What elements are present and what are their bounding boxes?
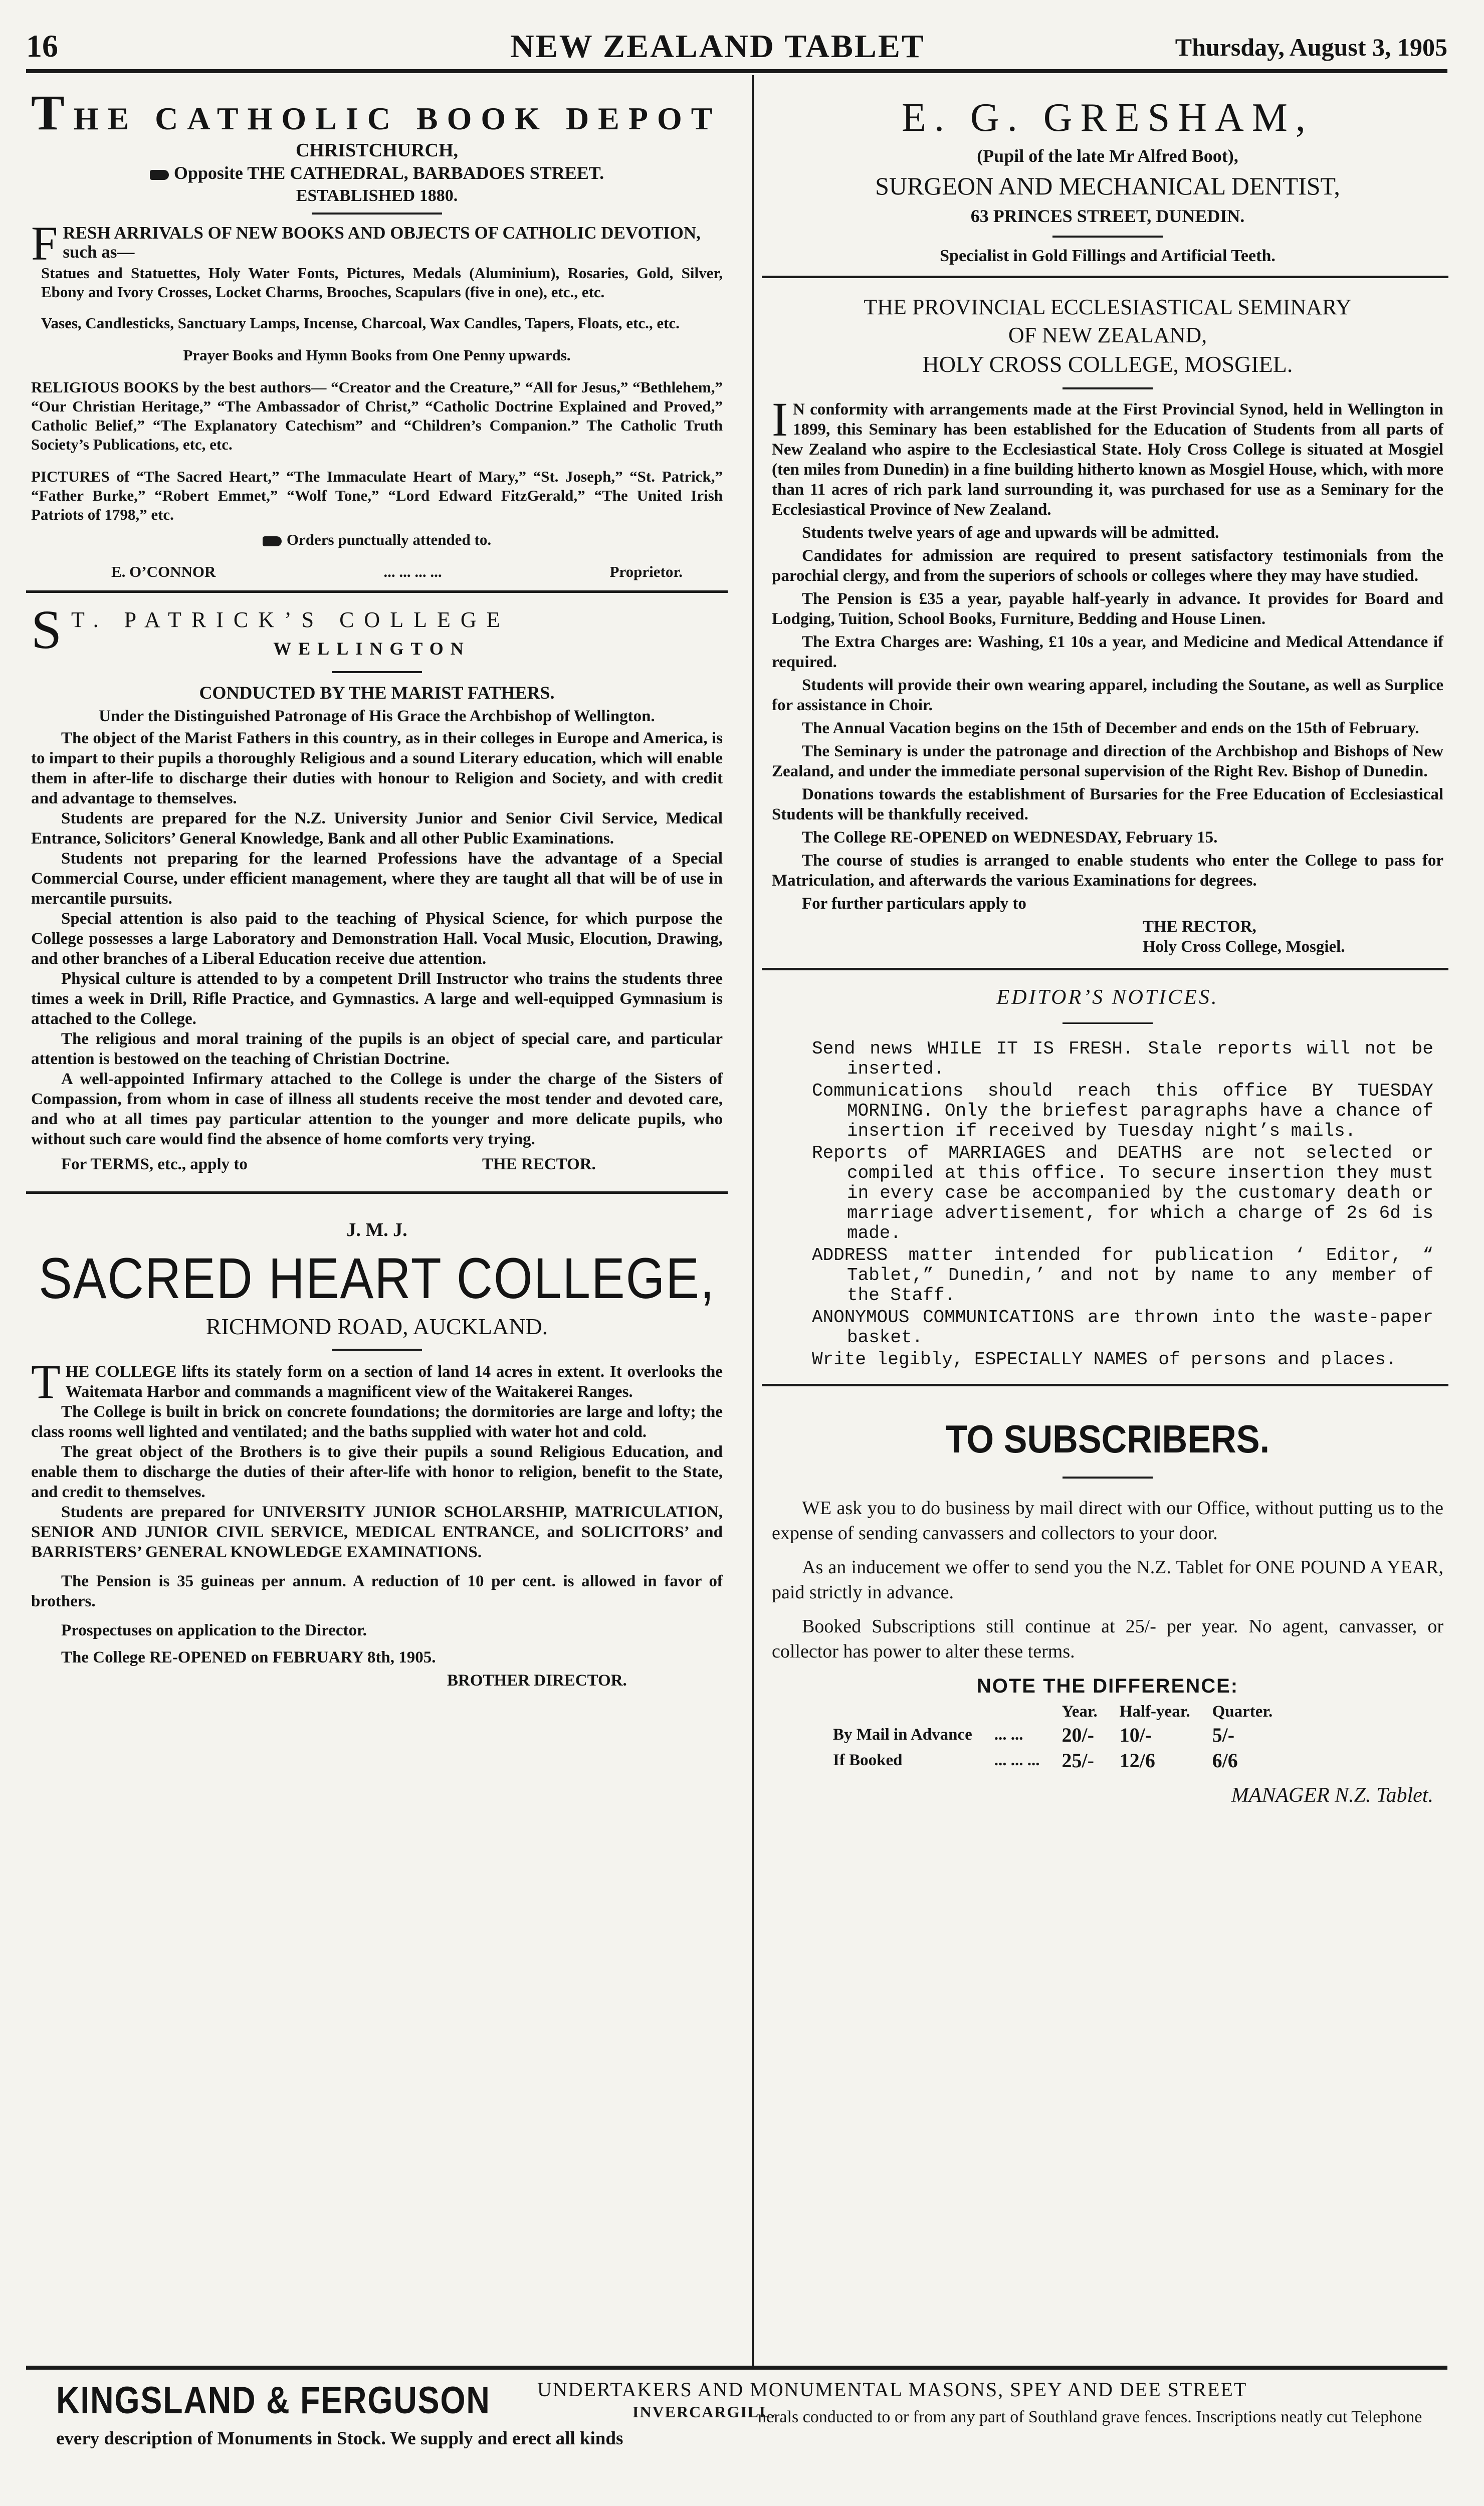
paragraph: A well-appointed Infirmary attached to the College is under the charge of the Sisters of Compassion, from whom in case of illness all students receive the most tender and devoted care, and who at all times pay particular attention to the younger and more delicate pupils, who without such care would find the absence of home comforts very trying. bbox=[31, 1070, 723, 1148]
divider bbox=[1063, 1477, 1153, 1479]
table-header: Year. bbox=[1062, 1703, 1098, 1721]
section-rule bbox=[762, 1384, 1448, 1386]
book-depot-address: Opposite THE CATHEDRAL, BARBADOES STREET. bbox=[31, 162, 723, 183]
notice-item: Communications should reach this office BY TUESDAY MORNING. Only the briefest paragraphs have a chance of insertion if received by Tuesday night’s mails. bbox=[812, 1081, 1433, 1141]
notice-item: Write legibly, ESPECIALLY NAMES of persons and places. bbox=[812, 1349, 1397, 1370]
book-depot-title: THE CATHOLIC BOOK DEPOT bbox=[31, 85, 722, 140]
row-dots: ... ... bbox=[994, 1726, 1023, 1744]
paragraph: The College RE-OPENED on WEDNESDAY, February 15. bbox=[802, 828, 1218, 847]
manager-signature: MANAGER N.Z. Tablet. bbox=[1231, 1784, 1433, 1807]
seminary-title-2: OF NEW ZEALAND, bbox=[1008, 323, 1207, 347]
notice-item: Send news WHILE IT IS FRESH. Stale reports will not be inserted. bbox=[812, 1038, 1433, 1079]
divider bbox=[1052, 236, 1163, 238]
seminary-sign-2: Holy Cross College, Mosgiel. bbox=[1143, 938, 1345, 956]
divider bbox=[1063, 387, 1153, 389]
signature: BROTHER DIRECTOR. bbox=[447, 1672, 627, 1690]
paragraph: Students are prepared for UNIVERSITY JUNIOR SCHOLARSHIP, MATRICULATION, SENIOR AND JUNIOR CIVIL SERVICE, MEDICAL ENTRANCE, and SOLICITORS’ and BARRISTERS’ GENERAL KNOWLEDGE EXAMINATIONS. bbox=[31, 1503, 723, 1561]
row-dots: ... ... ... bbox=[994, 1751, 1040, 1769]
price-half: 10/- bbox=[1119, 1724, 1152, 1746]
masthead-title: NEW ZEALAND TABLET bbox=[510, 28, 925, 65]
paragraph: The College is built in brick on concrete foundations; the dormitories are large and lofty; the class rooms well lighted and ventilated; and the baths supplied with water hot and cold. bbox=[31, 1403, 723, 1441]
section-rule bbox=[762, 276, 1448, 278]
jmj: J. M. J. bbox=[346, 1219, 407, 1240]
patronage: Under the Distinguished Patronage of His Grace the Archbishop of Wellington. bbox=[99, 707, 655, 725]
subscribers-paragraph: As an inducement we offer to send you the N.Z. Tablet for ONE POUND A YEAR, paid strictly in advance. bbox=[772, 1557, 1443, 1603]
price-year: 25/- bbox=[1062, 1749, 1094, 1772]
row-label: If Booked bbox=[833, 1751, 903, 1769]
paragraph: Candidates for admission are required to present satisfactory testimonials from the parochial clergy, and from the superiors of schools or colleges where they may have studied. bbox=[772, 547, 1443, 585]
gresham-specialist: Specialist in Gold Fillings and Artificial Teeth. bbox=[940, 247, 1276, 265]
note-title: NOTE THE DIFFERENCE: bbox=[976, 1675, 1239, 1697]
price-half: 12/6 bbox=[1119, 1749, 1155, 1772]
sacred-heart-ad bbox=[31, 1219, 723, 1691]
editors-notices bbox=[772, 985, 1443, 1370]
st-patricks-body bbox=[31, 728, 723, 1149]
book-depot-ad bbox=[31, 85, 723, 581]
divider bbox=[312, 213, 442, 215]
seminary-sign-1: THE RECTOR, bbox=[1143, 918, 1256, 936]
paragraph: The religious and moral training of the pupils is an object of special care, and particular attention is bestowed on the teaching of Christian Doctrine. bbox=[31, 1030, 723, 1068]
paragraph: The Extra Charges are: Washing, £1 10s a year, and Medicine and Medical Attendance if required. bbox=[772, 633, 1443, 671]
paragraph: Physical culture is attended to by a competent Drill Instructor who trains the students three times a week in Drill, Rifle Practice, and Gymnastics. A large and well-equipped Gymnasium is attached to the College. bbox=[31, 970, 723, 1028]
orders-note: Orders punctually attended to. bbox=[31, 530, 723, 549]
religious-books: RELIGIOUS BOOKS by the best authors— “Creator and the Creature,” “All for Jesus,” “Bethlehem,” “Our Christian Heritage,” “The Ambassador of Christ,” “Catholic Doctrine Explained and Proved,” Catholic Belief,” “The Explanatory Catechism” and “Children’s Companion.” The Catholic Truth Society’s Publications, etc, etc. bbox=[31, 378, 723, 453]
pointing-hand-icon bbox=[150, 170, 169, 180]
gresham-name: E. G. GRESHAM, bbox=[902, 96, 1314, 140]
section-rule bbox=[762, 968, 1448, 970]
difference-table bbox=[822, 1702, 1284, 1773]
paragraph: The Pension is 35 guineas per annum. A reduction of 10 per cent. is allowed in favor of brothers. bbox=[31, 1572, 723, 1610]
book-depot-established: ESTABLISHED 1880. bbox=[296, 186, 458, 205]
table-row bbox=[822, 1722, 1284, 1748]
right-column bbox=[772, 95, 1443, 1807]
section-rule bbox=[26, 1191, 728, 1194]
footer-line-2-right: nerals conducted to or from any part of Southland grave fences. Inscriptions neatly cut Telephone bbox=[758, 2408, 1422, 2426]
proprietor-line: E. O’CONNOR ... ... ... ... Proprietor. bbox=[111, 563, 683, 580]
price-quarter: 6/6 bbox=[1212, 1749, 1238, 1772]
pictures: PICTURES of “The Sacred Heart,” “The Immaculate Heart of Mary,” “St. Joseph,” “St. Patrick,” “Father Burke,” “Robert Emmet,” “Wolf Tone,” “Lord Edward FitzGerald,” “The United Irish Patriots of 1798,” etc. bbox=[31, 468, 723, 523]
paragraph: I N conformity with arrangements made at the First Provincial Synod, held in Wellington in 1899, this Seminary has been established for the Education of Students from all parts of New Zealand who aspire to the Ecclesiastical State. Holy Cross College is situated at Mosgiel (ten miles from Dunedin) in a fine building hitherto known as Mosgiel House, which, with more than 11 acres of rich park land surrounding it, was purchased for use as a Seminary for the Ecclesiastical Province of New Zealand. bbox=[772, 392, 1443, 519]
paragraph: Special attention is also paid to the teaching of Physical Science, for which purpose the College possesses a large Laboratory and Demonstration Hall. Vocal Music, Elocution, Drawing, and other branches of a Liberal Education receive due attention. bbox=[31, 910, 723, 968]
items-vases: Vases, Candlesticks, Sanctuary Lamps, Incense, Charcoal, Wax Candles, Tapers, Floats, etc., etc. bbox=[41, 314, 680, 332]
paragraph: Students will provide their own wearing apparel, including the Soutane, as well as Surplice for assistance in Choir. bbox=[772, 676, 1443, 714]
sacred-heart-title: SACRED HEART COLLEGE, bbox=[39, 1246, 715, 1311]
divider bbox=[332, 1349, 422, 1351]
paragraph: For further particulars apply to bbox=[802, 895, 1026, 913]
st-patricks-title: S T. PATRICK’S COLLEGE WELLINGTON bbox=[31, 599, 510, 660]
paragraph: The great object of the Brothers is to give their pupils a sound Religious Education, and enable them to discharge the duties of their after-life with honor to religion, benefit to the State, and credit to themselves. bbox=[31, 1443, 723, 1501]
row-label: By Mail in Advance bbox=[833, 1726, 972, 1744]
left-column bbox=[31, 85, 723, 1691]
price-quarter: 5/- bbox=[1212, 1724, 1235, 1746]
sacred-heart-road: RICHMOND ROAD, AUCKLAND. bbox=[205, 1314, 548, 1339]
notice-item: ADDRESS matter intended for publication ‘ Editor, “ Tablet,” Dunedin,’ and not by name to any member of the Staff. bbox=[812, 1245, 1433, 1306]
terms-line: For TERMS, etc., apply to THE RECTOR. bbox=[61, 1155, 596, 1173]
divider bbox=[1063, 1022, 1153, 1024]
paragraph: The Pension is £35 a year, payable half-yearly in advance. It provides for Board and Lodging, Tuition, School Books, Furniture, Bedding and House Linen. bbox=[772, 590, 1443, 628]
paragraph: The College RE-OPENED on FEBRUARY 8th, 1905. bbox=[61, 1648, 436, 1666]
paragraph: The course of studies is arranged to enable students who enter the College to pass for Matriculation, and afterwards the various Examinations for degrees. bbox=[772, 852, 1443, 890]
paragraph: THE COLLEGE lifts its stately form on a section of land 14 acres in extent. It overlooks the Waitemata Harbor and commands a magnificent view of the Waitakerei Ranges. bbox=[31, 1355, 723, 1408]
footer-line-1: UNDERTAKERS AND MONUMENTAL MASONS, SPEY AND DEE STREET bbox=[537, 2378, 1247, 2401]
footer-firm: KINGSLAND & FERGUSON bbox=[56, 2379, 491, 2422]
table-row bbox=[822, 1748, 1284, 1773]
items-statues: Statues and Statuettes, Holy Water Fonts, Pictures, Medals (Aluminium), Rosaries, Gold, Silver, Ebony and Ivory Crosses, Locket Charms, Brooches, Scapulars (five in one), etc., etc. bbox=[41, 264, 723, 301]
subscribers-title: TO SUBSCRIBERS. bbox=[945, 1417, 1270, 1461]
paragraph: The object of the Marist Fathers in this country, as in their colleges in Europe and America, is to impart to their pupils a thoroughly Religious and a sound Literary education, which will enable them in after-life to discharge their duties with honour to Religion and Society, and with credit and advantage to themselves. bbox=[31, 729, 723, 807]
footer-ad bbox=[26, 2376, 1447, 2476]
table-header: Half-year. bbox=[1119, 1703, 1190, 1721]
subscribers-paragraph: Booked Subscriptions still continue at 25/- per year. No agent, canvasser, or collector has power to alter these terms. bbox=[772, 1616, 1443, 1662]
masthead bbox=[26, 28, 1447, 73]
divider bbox=[332, 671, 422, 673]
page-number: 16 bbox=[26, 28, 58, 64]
editors-notices-title: EDITOR’S NOTICES. bbox=[996, 986, 1219, 1009]
gresham-profession: SURGEON AND MECHANICAL DENTIST, bbox=[875, 172, 1340, 200]
fresh-arrivals: FRESH ARRIVALS OF NEW BOOKS AND OBJECTS OF CATHOLIC DEVOTION, such as— bbox=[31, 217, 701, 270]
gresham-pupil: (Pupil of the late Mr Alfred Boot), bbox=[977, 146, 1238, 166]
gresham-address: 63 PRINCES STREET, DUNEDIN. bbox=[970, 206, 1245, 226]
notice-list bbox=[772, 1039, 1443, 1370]
subscribers-ad bbox=[772, 1416, 1443, 1807]
column-divider bbox=[752, 75, 754, 2366]
notice-item: Reports of MARRIAGES and DEATHS are not selected or compiled at this office. To secure insertion they must in every case be accompanied by the customary death or marriage advertisement, for which a charge of 2s 6d is made. bbox=[812, 1143, 1433, 1243]
paragraph: Donations towards the establishment of Bursaries for the Free Education of Ecclesiastical Students will be thankfully received. bbox=[772, 785, 1443, 823]
notice-item: ANONYMOUS COMMUNICATIONS are thrown into the waste-paper basket. bbox=[812, 1307, 1433, 1348]
prayer-books: Prayer Books and Hymn Books from One Penny upwards. bbox=[183, 346, 571, 364]
masthead-rule bbox=[26, 69, 1447, 73]
paragraph: The Seminary is under the patronage and direction of the Archbishop and Bishops of New Zealand, and under the immediate personal supervision of the Right Rev. Bishop of Dunedin. bbox=[772, 742, 1443, 780]
seminary-ad bbox=[772, 293, 1443, 957]
price-year: 20/- bbox=[1062, 1724, 1094, 1746]
seminary-title-3: HOLY CROSS COLLEGE, MOSGIEL. bbox=[922, 351, 1293, 377]
paragraph: Students twelve years of age and upwards will be admitted. bbox=[802, 524, 1219, 542]
paragraph: Students are prepared for the N.Z. University Junior and Senior Civil Service, Medical Entrance, Solicitors’ General Knowledge, Bank and all other Public Examinations. bbox=[31, 809, 723, 848]
subscribers-paragraph: WE ask you to do business by mail direct with our Office, without putting us to the expense of sending canvassers and collectors to your door. bbox=[772, 1498, 1443, 1544]
table-header: Quarter. bbox=[1212, 1703, 1273, 1721]
conducted-by: CONDUCTED BY THE MARIST FATHERS. bbox=[199, 683, 555, 703]
section-rule bbox=[26, 590, 728, 593]
footer-city: INVERCARGILL. bbox=[632, 2403, 776, 2421]
pointing-hand-icon bbox=[263, 536, 282, 546]
footer-rule bbox=[26, 2366, 1447, 2370]
book-depot-city: CHRISTCHURCH, bbox=[295, 140, 459, 161]
footer-line-2-left: every description of Monuments in Stock. We supply and erect all kinds bbox=[56, 2428, 623, 2449]
st-patricks-ad bbox=[31, 599, 723, 1176]
seminary-title-1: THE PROVINCIAL ECCLESIASTICAL SEMINARY bbox=[864, 295, 1352, 319]
gresham-ad bbox=[772, 95, 1443, 266]
masthead-date: Thursday, August 3, 1905 bbox=[1175, 33, 1447, 61]
paragraph: Prospectuses on application to the Director. bbox=[61, 1621, 367, 1639]
paragraph: Students not preparing for the learned Professions have the advantage of a Special Commercial Course, under efficient management, where they are taught all that will be of use in mercantile pursuits. bbox=[31, 850, 723, 908]
paragraph: The Annual Vacation begins on the 15th of December and ends on the 15th of February. bbox=[802, 719, 1419, 737]
table-header-row bbox=[822, 1702, 1284, 1722]
